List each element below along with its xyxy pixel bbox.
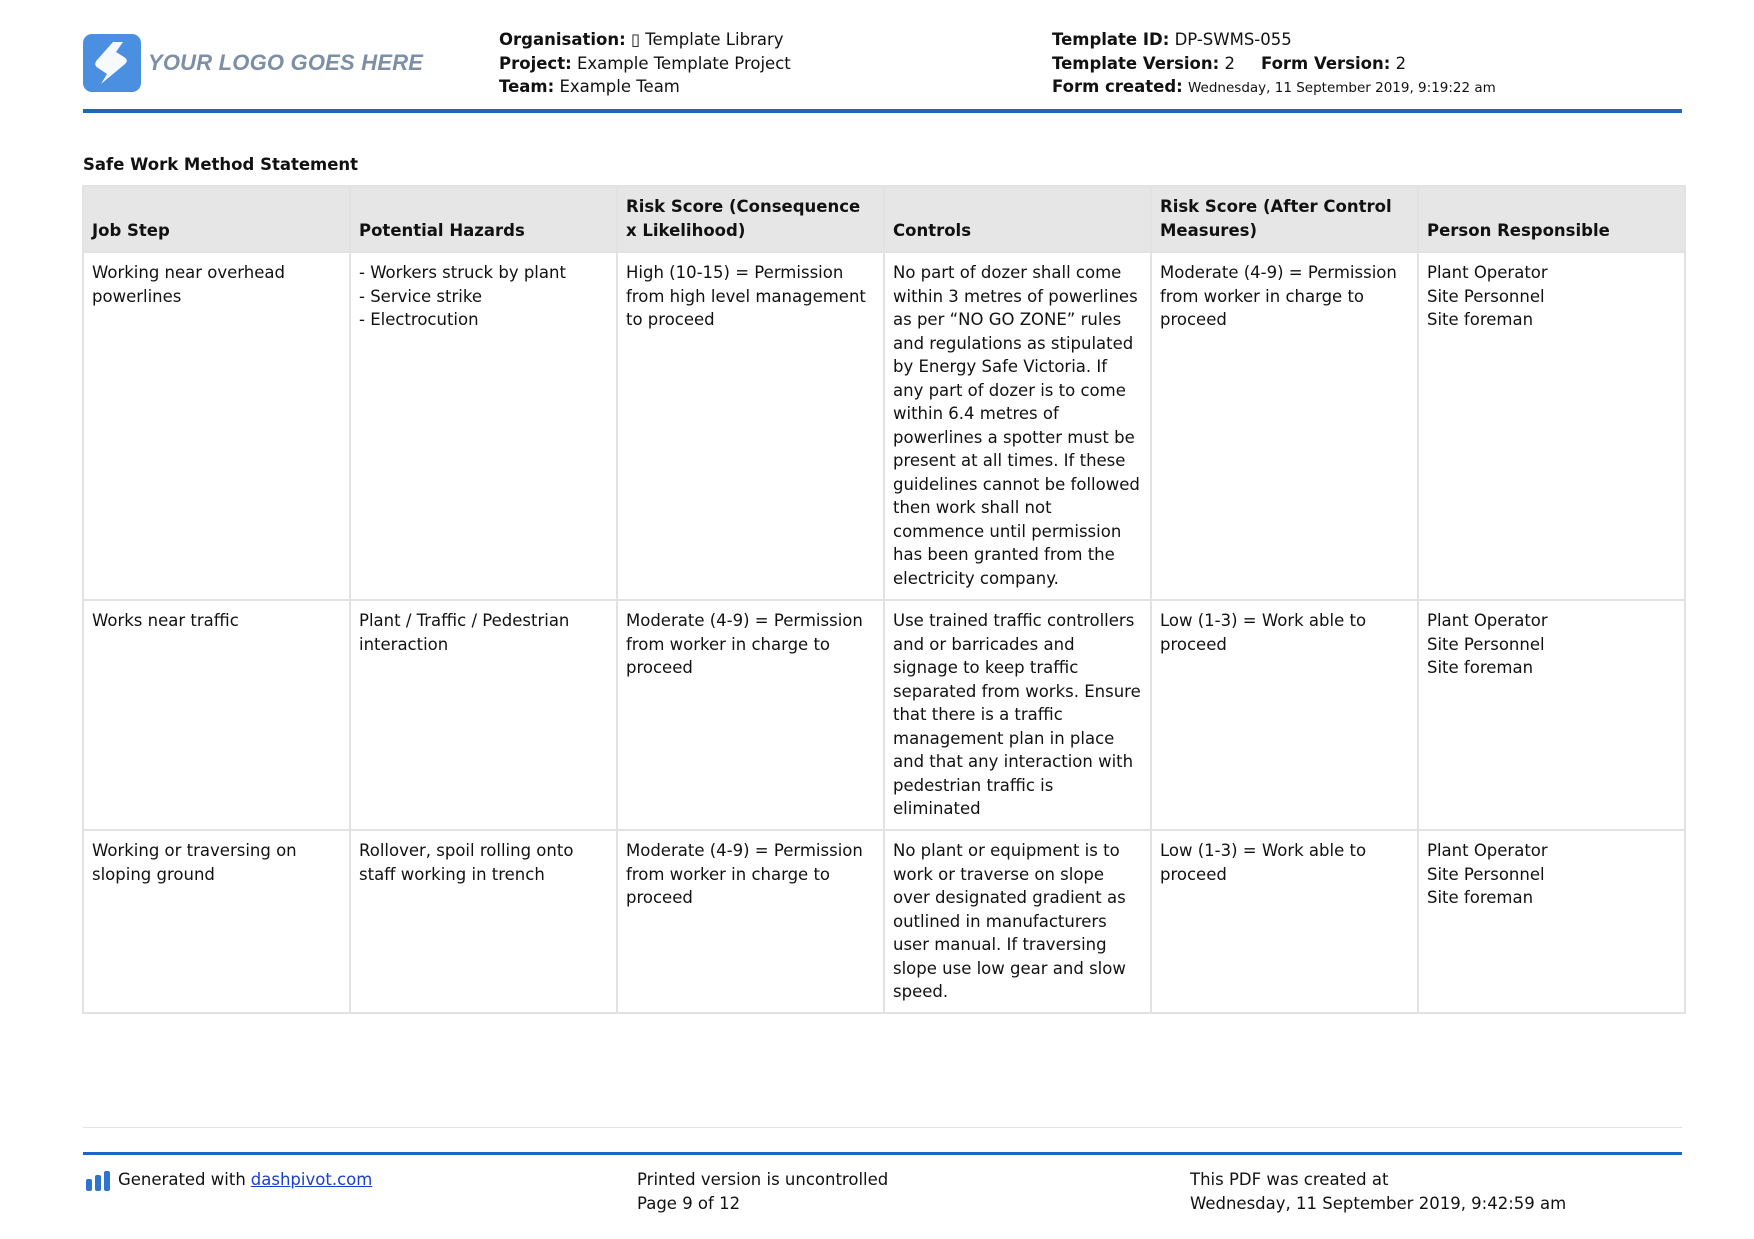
- logo-text: YOUR LOGO GOES HERE: [148, 50, 424, 75]
- template-version-value: 2: [1224, 53, 1235, 73]
- risk-after-cell: Low (1-3) = Work able to proceed: [1151, 830, 1418, 1013]
- hazards-cell: Rollover, spoil rolling onto staff working in trench: [350, 830, 617, 1013]
- dashpivot-bars-icon: [86, 1171, 110, 1191]
- table-row: [83, 830, 1685, 1013]
- header-divider: [83, 109, 1682, 113]
- page-info: Page 9 of 12: [637, 1193, 741, 1213]
- organisation-meta: [499, 28, 791, 99]
- job-step-cell: Works near traffic: [83, 600, 350, 830]
- document-header: [83, 28, 1682, 112]
- hazard-line: - Workers struck by plant: [359, 263, 566, 282]
- organisation-value: ▯ Template Library: [630, 30, 784, 49]
- template-id-value: DP-SWMS-055: [1174, 30, 1292, 49]
- form-version-label: Form Version:: [1260, 53, 1391, 73]
- person-line: Plant Operator: [1427, 263, 1548, 282]
- pdf-created: [1190, 1168, 1566, 1215]
- team-value: Example Team: [559, 77, 680, 96]
- swms-table: [82, 185, 1686, 1014]
- logo-mark-icon: [83, 34, 141, 92]
- table-header-row: [83, 186, 1685, 252]
- pdf-created-label: This PDF was created at: [1190, 1170, 1389, 1189]
- column-header-risk-score: Risk Score (Consequence x Likelihood): [617, 186, 884, 252]
- risk-score-cell: Moderate (4-9) = Permission from worker in charge to proceed: [617, 600, 884, 830]
- persons-cell: [1418, 600, 1685, 830]
- table-row: [83, 252, 1685, 600]
- risk-score-cell: Moderate (4-9) = Permission from worker in charge to proceed: [617, 830, 884, 1013]
- print-notice: [637, 1168, 888, 1215]
- person-line: Site foreman: [1427, 658, 1534, 677]
- column-header-risk-score-after: Risk Score (After Control Measures): [1151, 186, 1418, 252]
- template-version-label: Template Version:: [1052, 53, 1220, 73]
- hazards-cell: Plant / Traffic / Pedestrian interaction: [350, 600, 617, 830]
- persons-cell: [1418, 830, 1685, 1013]
- pdf-created-value: Wednesday, 11 September 2019, 9:42:59 am: [1190, 1193, 1567, 1213]
- persons-cell: [1418, 252, 1685, 600]
- project-label: Project:: [499, 53, 572, 73]
- person-line: Plant Operator: [1427, 841, 1548, 860]
- column-header-job-step: Job Step: [83, 186, 350, 252]
- person-line: Site Personnel: [1427, 864, 1545, 884]
- organisation-label: Organisation:: [499, 30, 626, 49]
- person-line: Site foreman: [1427, 310, 1534, 329]
- template-id-label: Template ID:: [1052, 30, 1170, 49]
- job-step-cell: Working near overhead powerlines: [83, 252, 350, 600]
- section-title: Safe Work Method Statement: [83, 155, 359, 174]
- company-logo: [83, 34, 423, 92]
- risk-after-cell: Moderate (4-9) = Permission from worker in charge to proceed: [1151, 252, 1418, 600]
- footer-divider: [83, 1152, 1682, 1155]
- dashpivot-link[interactable]: dashpivot.com: [250, 1170, 373, 1189]
- hazard-line: - Service strike: [359, 286, 482, 306]
- controls-cell: No part of dozer shall come within 3 metres of powerlines as per “NO GO ZONE” rules and regulations as stipulated by Energy Safe Victoria. If any part of dozer is to come within 6.4 metres of powerlines a spotter must be present at all times. If these guidelines cannot be followed then work shall not commence until permission has been granted from the electricity company.: [884, 252, 1151, 600]
- column-header-controls: Controls: [884, 186, 1151, 252]
- generated-with: [86, 1168, 372, 1192]
- table-row: [83, 600, 1685, 830]
- form-created-value: Wednesday, 11 September 2019, 9:19:22 am: [1188, 80, 1496, 96]
- person-line: Site foreman: [1427, 888, 1534, 907]
- person-line: Plant Operator: [1427, 611, 1548, 630]
- project-value: Example Template Project: [576, 53, 791, 73]
- column-header-potential-hazards: Potential Hazards: [350, 186, 617, 252]
- person-line: Site Personnel: [1427, 634, 1545, 654]
- hazards-cell: [350, 252, 617, 600]
- generated-prefix: Generated with: [118, 1170, 246, 1189]
- form-created-label: Form created:: [1052, 77, 1183, 96]
- controls-cell: Use trained traffic controllers and or barricades and signage to keep traffic separated from works. Ensure that there is a traffic management plan in place and that any interaction with pedestrian traffic is eliminated: [884, 600, 1151, 830]
- template-meta: [1052, 28, 1496, 101]
- risk-score-cell: High (10-15) = Permission from high level management to proceed: [617, 252, 884, 600]
- hazard-line: - Electrocution: [359, 310, 479, 329]
- team-label: Team:: [499, 77, 555, 96]
- job-step-cell: Working or traversing on sloping ground: [83, 830, 350, 1013]
- person-line: Site Personnel: [1427, 286, 1545, 306]
- printed-notice-text: Printed version is uncontrolled: [637, 1170, 889, 1189]
- form-version-value: 2: [1395, 53, 1407, 73]
- controls-cell: No plant or equipment is to work or traverse on slope over designated gradient as outlined in manufacturers user manual. If traversing slope use low gear and slow speed.: [884, 830, 1151, 1013]
- column-header-person-responsible: Person Responsible: [1418, 186, 1685, 252]
- footer-thin-divider: [83, 1127, 1682, 1128]
- risk-after-cell: Low (1-3) = Work able to proceed: [1151, 600, 1418, 830]
